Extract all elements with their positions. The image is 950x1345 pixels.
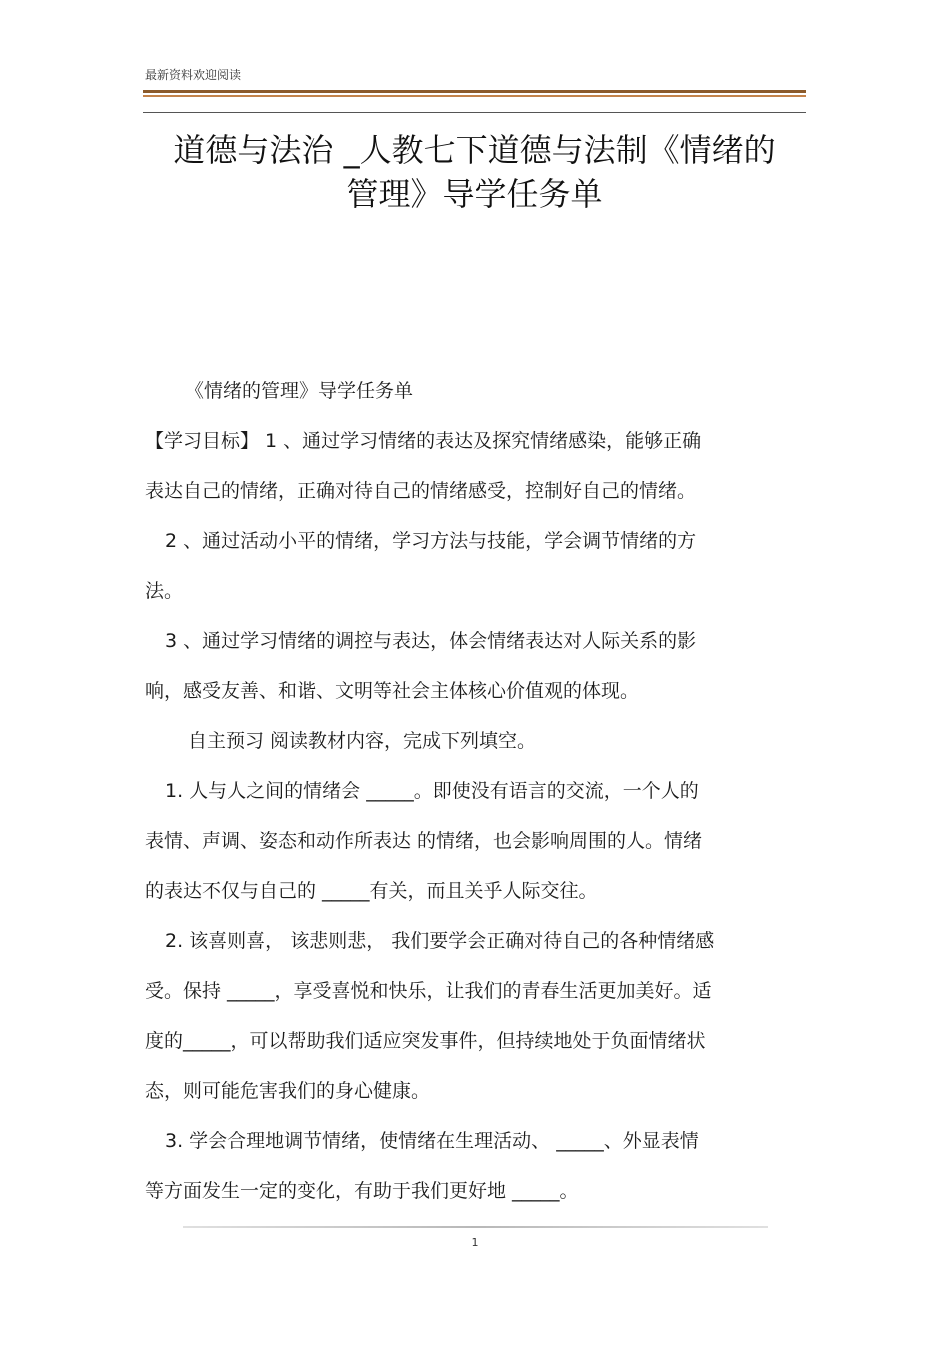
- document-title: [143, 128, 806, 216]
- page-number: 1: [471, 1236, 479, 1249]
- question-3-line-1: 3. 学会合理地调节情绪，使情绪在生理活动、 _____、外显表情: [165, 1130, 699, 1152]
- question-1-line-1: 1. 人与人之间的情绪会 _____。即使没有语言的交流，一个人的: [165, 780, 699, 802]
- objective-2-line-1: 2 、通过活动小平的情绪，学习方法与技能，学会调节情绪的方: [165, 530, 697, 552]
- document-title-line-2: 管理》导学任务单: [346, 175, 603, 213]
- question-1-line-3: 的表达不仅与自己的 _____有关，而且关乎人际交往。: [145, 880, 598, 902]
- question-2-line-3: 度的_____，可以帮助我们适应突发事件，但持续地处于负面情绪状: [145, 1030, 706, 1052]
- objective-2-line-2: 法。: [145, 580, 184, 602]
- objective-3-line-1: 3 、通过学习情绪的调控与表达，体会情绪表达对人际关系的影: [165, 630, 697, 652]
- subtitle: 《情绪的管理》导学任务单: [185, 380, 414, 402]
- objectives-line-2: 表达自己的情绪，正确对待自己的情绪感受，控制好自己的情绪。: [145, 480, 697, 502]
- objective-3-line-2: 响，感受友善、和谐、文明等社会主体核心价值观的体现。: [145, 680, 640, 702]
- question-3-line-2: 等方面发生一定的变化，有助于我们更好地 _____。: [145, 1180, 579, 1202]
- question-2-line-2: 受。保持 _____，享受喜悦和快乐，让我们的青春生活更加美好。适: [145, 980, 712, 1002]
- footer-rule: [183, 1226, 768, 1228]
- question-1-line-2: 表情、声调、姿态和动作所表达 的情绪，也会影响周围的人。情绪: [145, 830, 703, 852]
- page-header-label: 最新资料欢迎阅读: [145, 68, 242, 82]
- header-rule-thin: [143, 112, 806, 113]
- objectives-line-1: 【学习目标】 1 、通过学习情绪的表达及探究情绪感染，能够正确: [145, 430, 702, 452]
- question-2-line-4: 态，则可能危害我们的身心健康。: [145, 1080, 431, 1102]
- preview-heading: 自主预习 阅读教材内容，完成下列填空。: [188, 730, 537, 752]
- document-title-line-1: 道德与法治 _人教七下道德与法制《情绪的: [173, 131, 776, 169]
- header-rule-thick: [143, 90, 806, 93]
- header-rule-accent: [143, 95, 806, 97]
- question-2-line-1: 2. 该喜则喜， 该悲则悲， 我们要学会正确对待自己的各种情绪感: [165, 930, 715, 952]
